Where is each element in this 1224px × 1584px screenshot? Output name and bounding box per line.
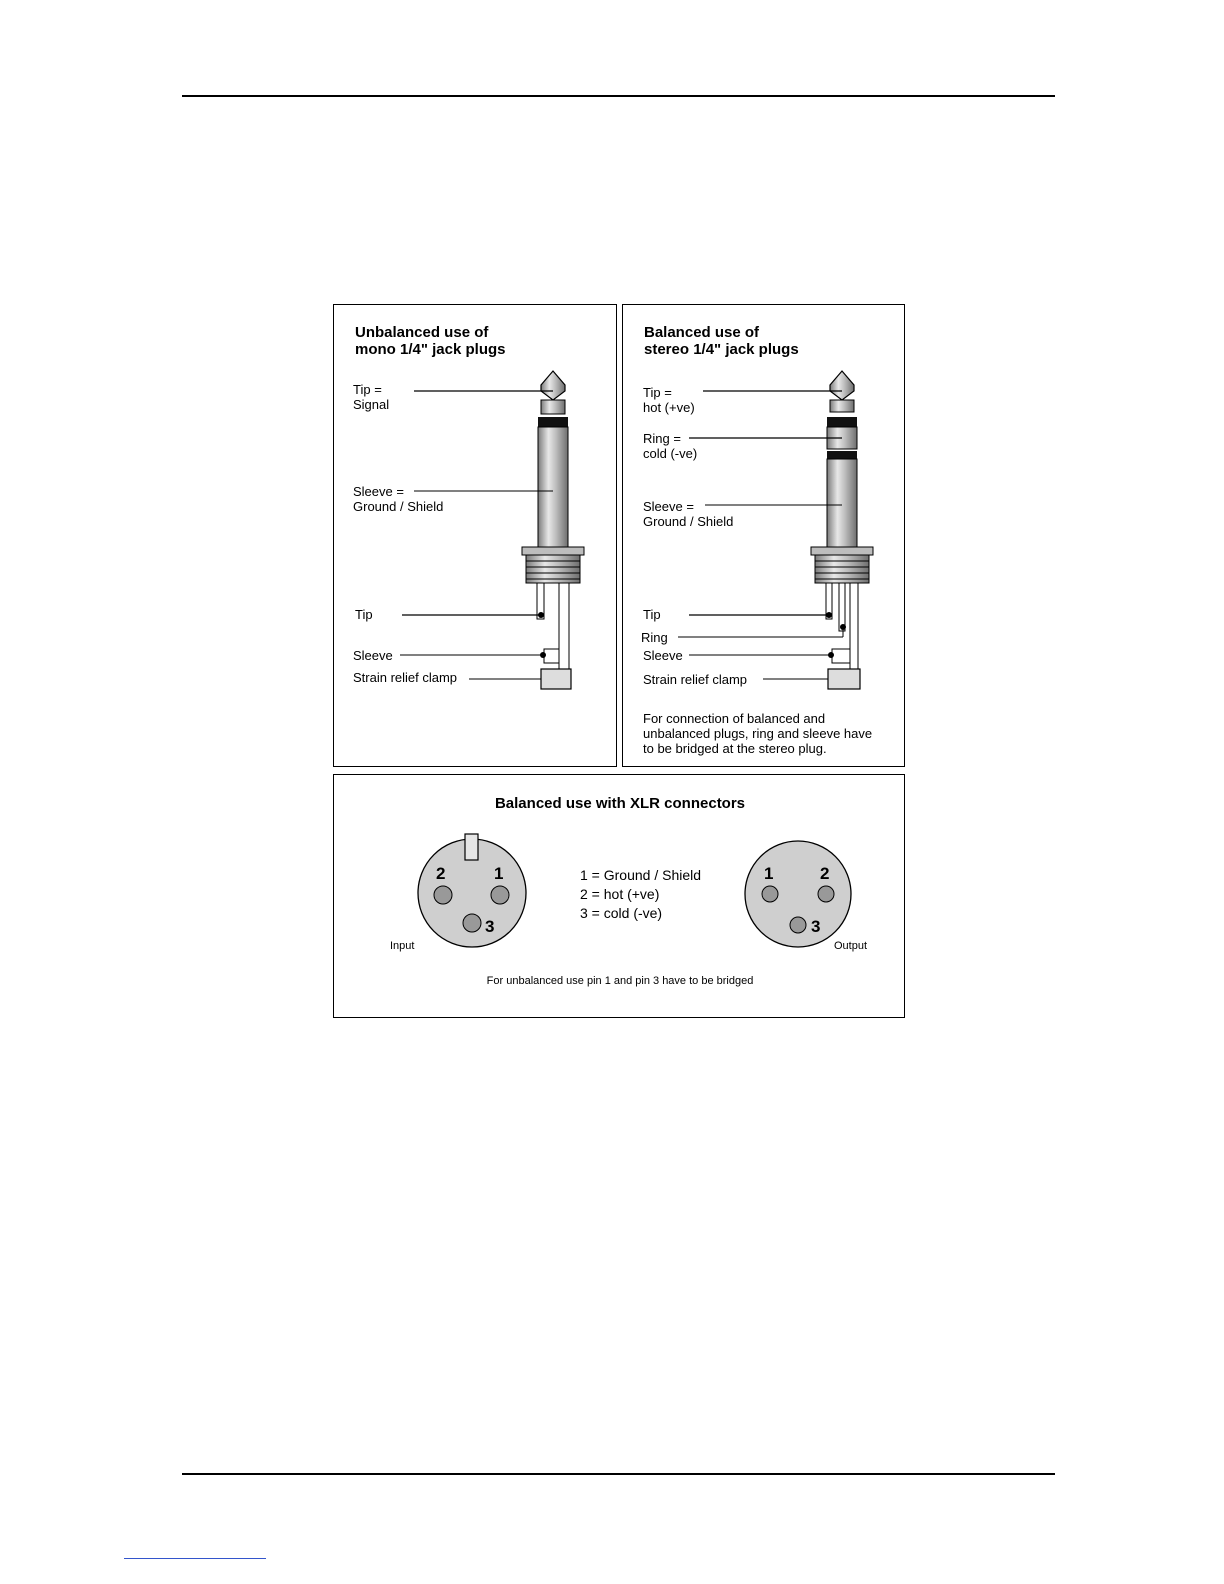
xlr-output-pin-1: 1 <box>764 864 774 883</box>
xlr-input-connector-icon <box>418 834 526 947</box>
xlr-title: Balanced use with XLR connectors <box>494 795 746 812</box>
stereo-note-line1: For connection of balanced and <box>643 711 826 726</box>
stereo-jack-panel <box>622 304 905 767</box>
xlr-input-pin-1: 1 <box>494 864 504 883</box>
xlr-legend-3: 3 = cold (-ve) <box>580 905 663 921</box>
stereo-title-line2: stereo 1/4" jack plugs <box>644 341 799 358</box>
xlr-output-label: Output <box>834 940 868 952</box>
mono-wire-tip: Tip <box>355 607 373 622</box>
stereo-title-line1: Balanced use of <box>644 324 760 341</box>
mono-strain-relief: Strain relief clamp <box>353 670 458 685</box>
stereo-plug-icon <box>811 371 873 689</box>
xlr-input-pin-2: 2 <box>436 864 446 883</box>
stereo-sleeve-label-1: Sleeve = <box>643 499 694 514</box>
xlr-output-connector-icon <box>745 841 851 947</box>
stereo-ring-label-2: cold (-ve) <box>643 446 698 461</box>
xlr-input-pin-3: 3 <box>485 917 495 936</box>
mono-title-line2: mono 1/4" jack plugs <box>355 341 506 358</box>
stereo-strain-relief: Strain relief clamp <box>643 672 748 687</box>
xlr-output-pin-2: 2 <box>820 864 830 883</box>
mono-wire-sleeve: Sleeve <box>353 648 393 663</box>
xlr-panel <box>333 774 905 1018</box>
stereo-tip-label-2: hot (+ve) <box>643 400 695 415</box>
stereo-note-line3: to be bridged at the stereo plug. <box>643 741 827 756</box>
xlr-diagram <box>334 775 906 1019</box>
stereo-wire-tip: Tip <box>643 607 661 622</box>
mono-plug-icon <box>522 371 584 689</box>
stereo-note-line2: unbalanced plugs, ring and sleeve have <box>643 726 873 741</box>
stereo-tip-label-1: Tip = <box>643 385 672 400</box>
footnote-rule <box>124 1558 266 1559</box>
xlr-legend-2: 2 = hot (+ve) <box>580 886 660 902</box>
mono-sleeve-label-1: Sleeve = <box>353 484 404 499</box>
stereo-jack-diagram <box>623 305 906 768</box>
footer-rule <box>182 1473 1055 1475</box>
stereo-ring-label-1: Ring = <box>643 431 681 446</box>
mono-sleeve-label-2: Ground / Shield <box>353 499 444 514</box>
mono-jack-diagram <box>334 305 618 768</box>
xlr-footer-note: For unbalanced use pin 1 and pin 3 have to be bridged <box>486 975 754 987</box>
xlr-input-label: Input <box>390 940 415 952</box>
xlr-legend-1: 1 = Ground / Shield <box>580 867 702 883</box>
stereo-wire-ring: Ring <box>641 630 668 645</box>
mono-tip-label-2: Signal <box>353 397 390 412</box>
header-rule <box>182 95 1055 97</box>
stereo-wire-sleeve: Sleeve <box>643 648 683 663</box>
stereo-sleeve-label-2: Ground / Shield <box>643 514 734 529</box>
mono-jack-panel <box>333 304 617 767</box>
mono-tip-label-1: Tip = <box>353 382 382 397</box>
mono-title-line1: Unbalanced use of <box>355 324 489 341</box>
xlr-output-pin-3: 3 <box>811 917 821 936</box>
